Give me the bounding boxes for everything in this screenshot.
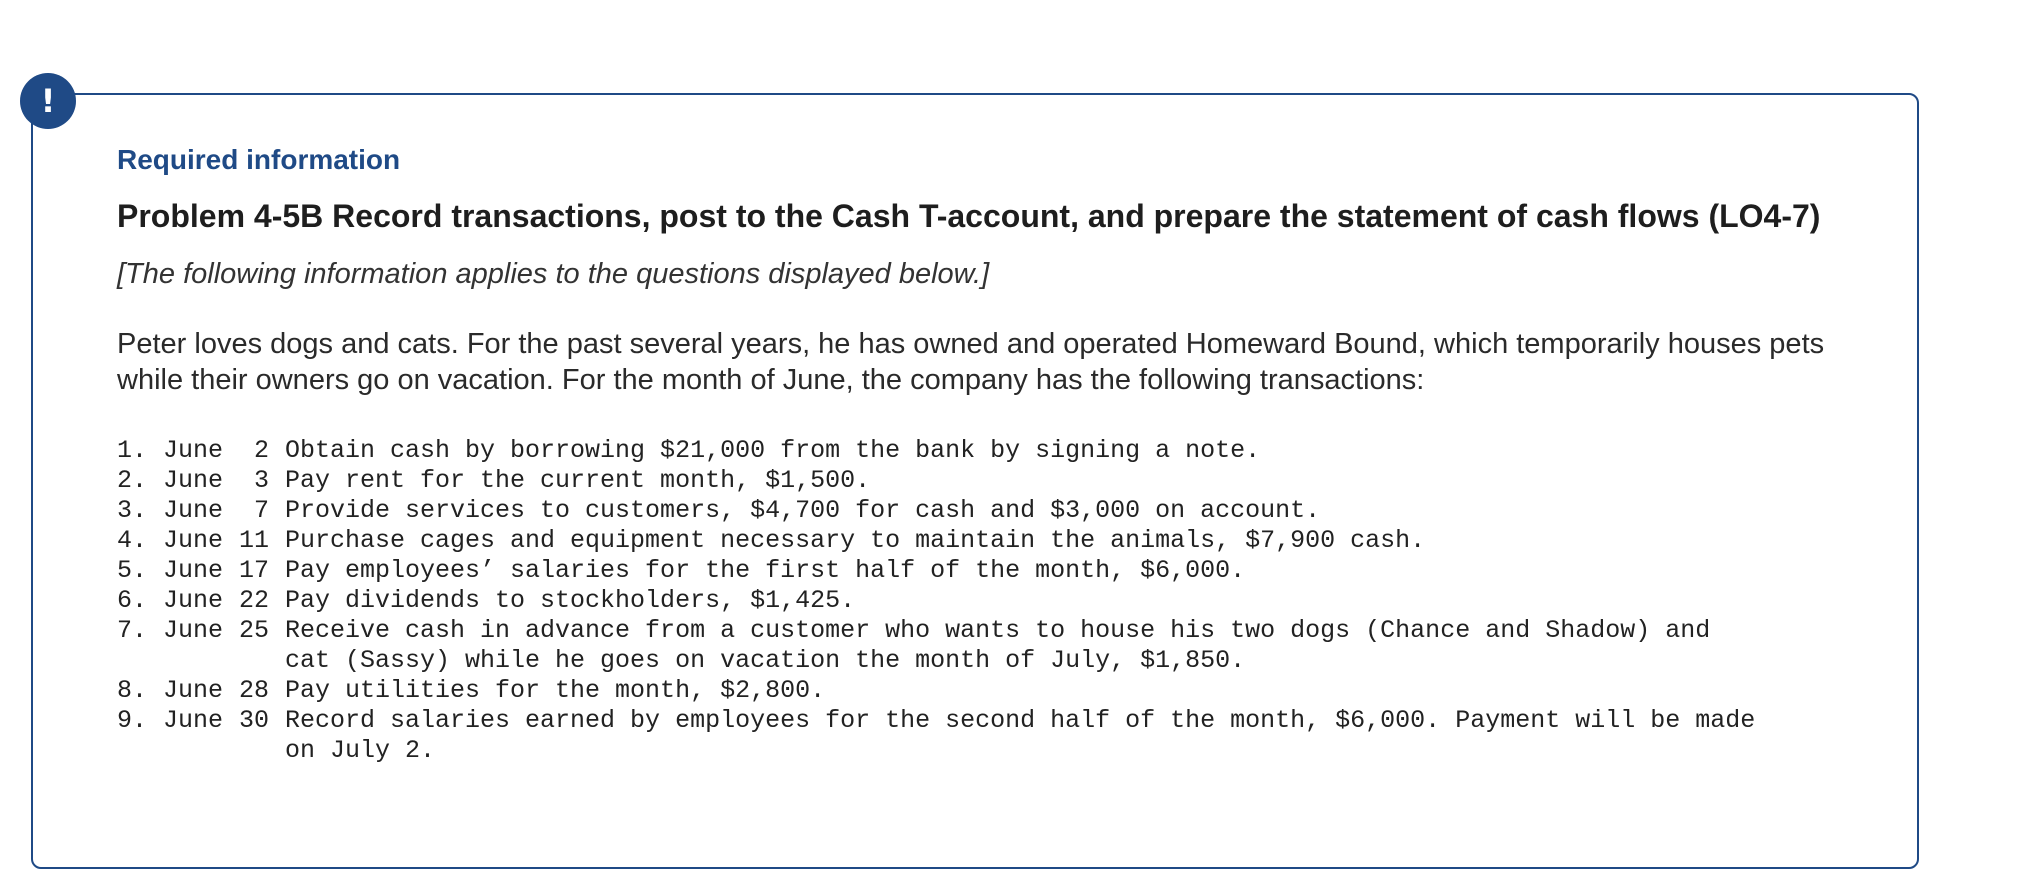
transaction-description: Obtain cash by borrowing $21,000 from the bank by signing a note. (285, 436, 1261, 465)
transaction-item (117, 466, 1837, 496)
transaction-month: June (163, 526, 224, 555)
transaction-day: 2 (253, 436, 269, 465)
transaction-list (117, 436, 1837, 766)
transaction-description: Receive cash in advance from a customer who wants to house his two dogs (Chance and Shadow) and cat (Sassy) while he goes on vacation the month of July, $1,850. (285, 616, 1711, 675)
transaction-month: June (163, 706, 224, 735)
transaction-month: June (163, 436, 224, 465)
transaction-item (117, 496, 1837, 526)
transaction-description: Record salaries earned by employees for the second half of the month, $6,000. Payment will be made on July 2. (285, 706, 1756, 765)
transaction-description: Purchase cages and equipment necessary to maintain the animals, $7,900 cash. (285, 526, 1426, 555)
transaction-day: 7 (253, 496, 269, 525)
transaction-description: Pay utilities for the month, $2,800. (285, 676, 826, 705)
transaction-day: 22 (239, 586, 270, 615)
transaction-day: 25 (239, 616, 270, 645)
transaction-item (117, 436, 1837, 466)
transaction-number: 1. (117, 436, 148, 465)
transaction-item (117, 616, 1837, 676)
transaction-description: Pay employees’ salaries for the first half of the month, $6,000. (285, 556, 1246, 585)
transaction-number: 4. (117, 526, 148, 555)
problem-description: Peter loves dogs and cats. For the past several years, he has owned and operated Homeward Bound, which temporarily houses pets while their owners go on vacation. For the month of June, the company has the following transactions: (117, 328, 1825, 396)
transaction-number: 5. (117, 556, 148, 585)
transaction-description: Pay rent for the current month, $1,500. (285, 466, 871, 495)
transaction-item (117, 556, 1837, 586)
transaction-item (117, 526, 1837, 556)
transaction-day: 11 (239, 526, 270, 555)
transaction-number: 2. (117, 466, 148, 495)
card-content (117, 140, 1837, 766)
transaction-number: 6. (117, 586, 148, 615)
transaction-description: Provide services to customers, $4,700 for cash and $3,000 on account. (285, 496, 1321, 525)
required-information-heading: Required information (117, 144, 401, 175)
intro-note: [The following information applies to the questions displayed below.] (117, 258, 990, 290)
transaction-day: 17 (239, 556, 270, 585)
transaction-month: June (163, 466, 224, 495)
transaction-number: 3. (117, 496, 148, 525)
transaction-day: 30 (239, 706, 270, 735)
transaction-number: 8. (117, 676, 148, 705)
transaction-number: 9. (117, 706, 148, 735)
transaction-day: 28 (239, 676, 270, 705)
transaction-item (117, 676, 1837, 706)
transaction-number: 7. (117, 616, 148, 645)
exclamation-icon: ! (20, 73, 76, 129)
transaction-description: Pay dividends to stockholders, $1,425. (285, 586, 856, 615)
transaction-item (117, 706, 1837, 766)
transaction-month: June (163, 616, 224, 645)
transaction-month: June (163, 556, 224, 585)
transaction-month: June (163, 586, 224, 615)
transaction-day: 3 (253, 466, 269, 495)
transaction-item (117, 586, 1837, 616)
transaction-month: June (163, 676, 224, 705)
problem-title: Problem 4-5B Record transactions, post to the Cash T-account, and prepare the statement of cash flows (LO4-7) (117, 198, 1821, 234)
transaction-month: June (163, 496, 224, 525)
